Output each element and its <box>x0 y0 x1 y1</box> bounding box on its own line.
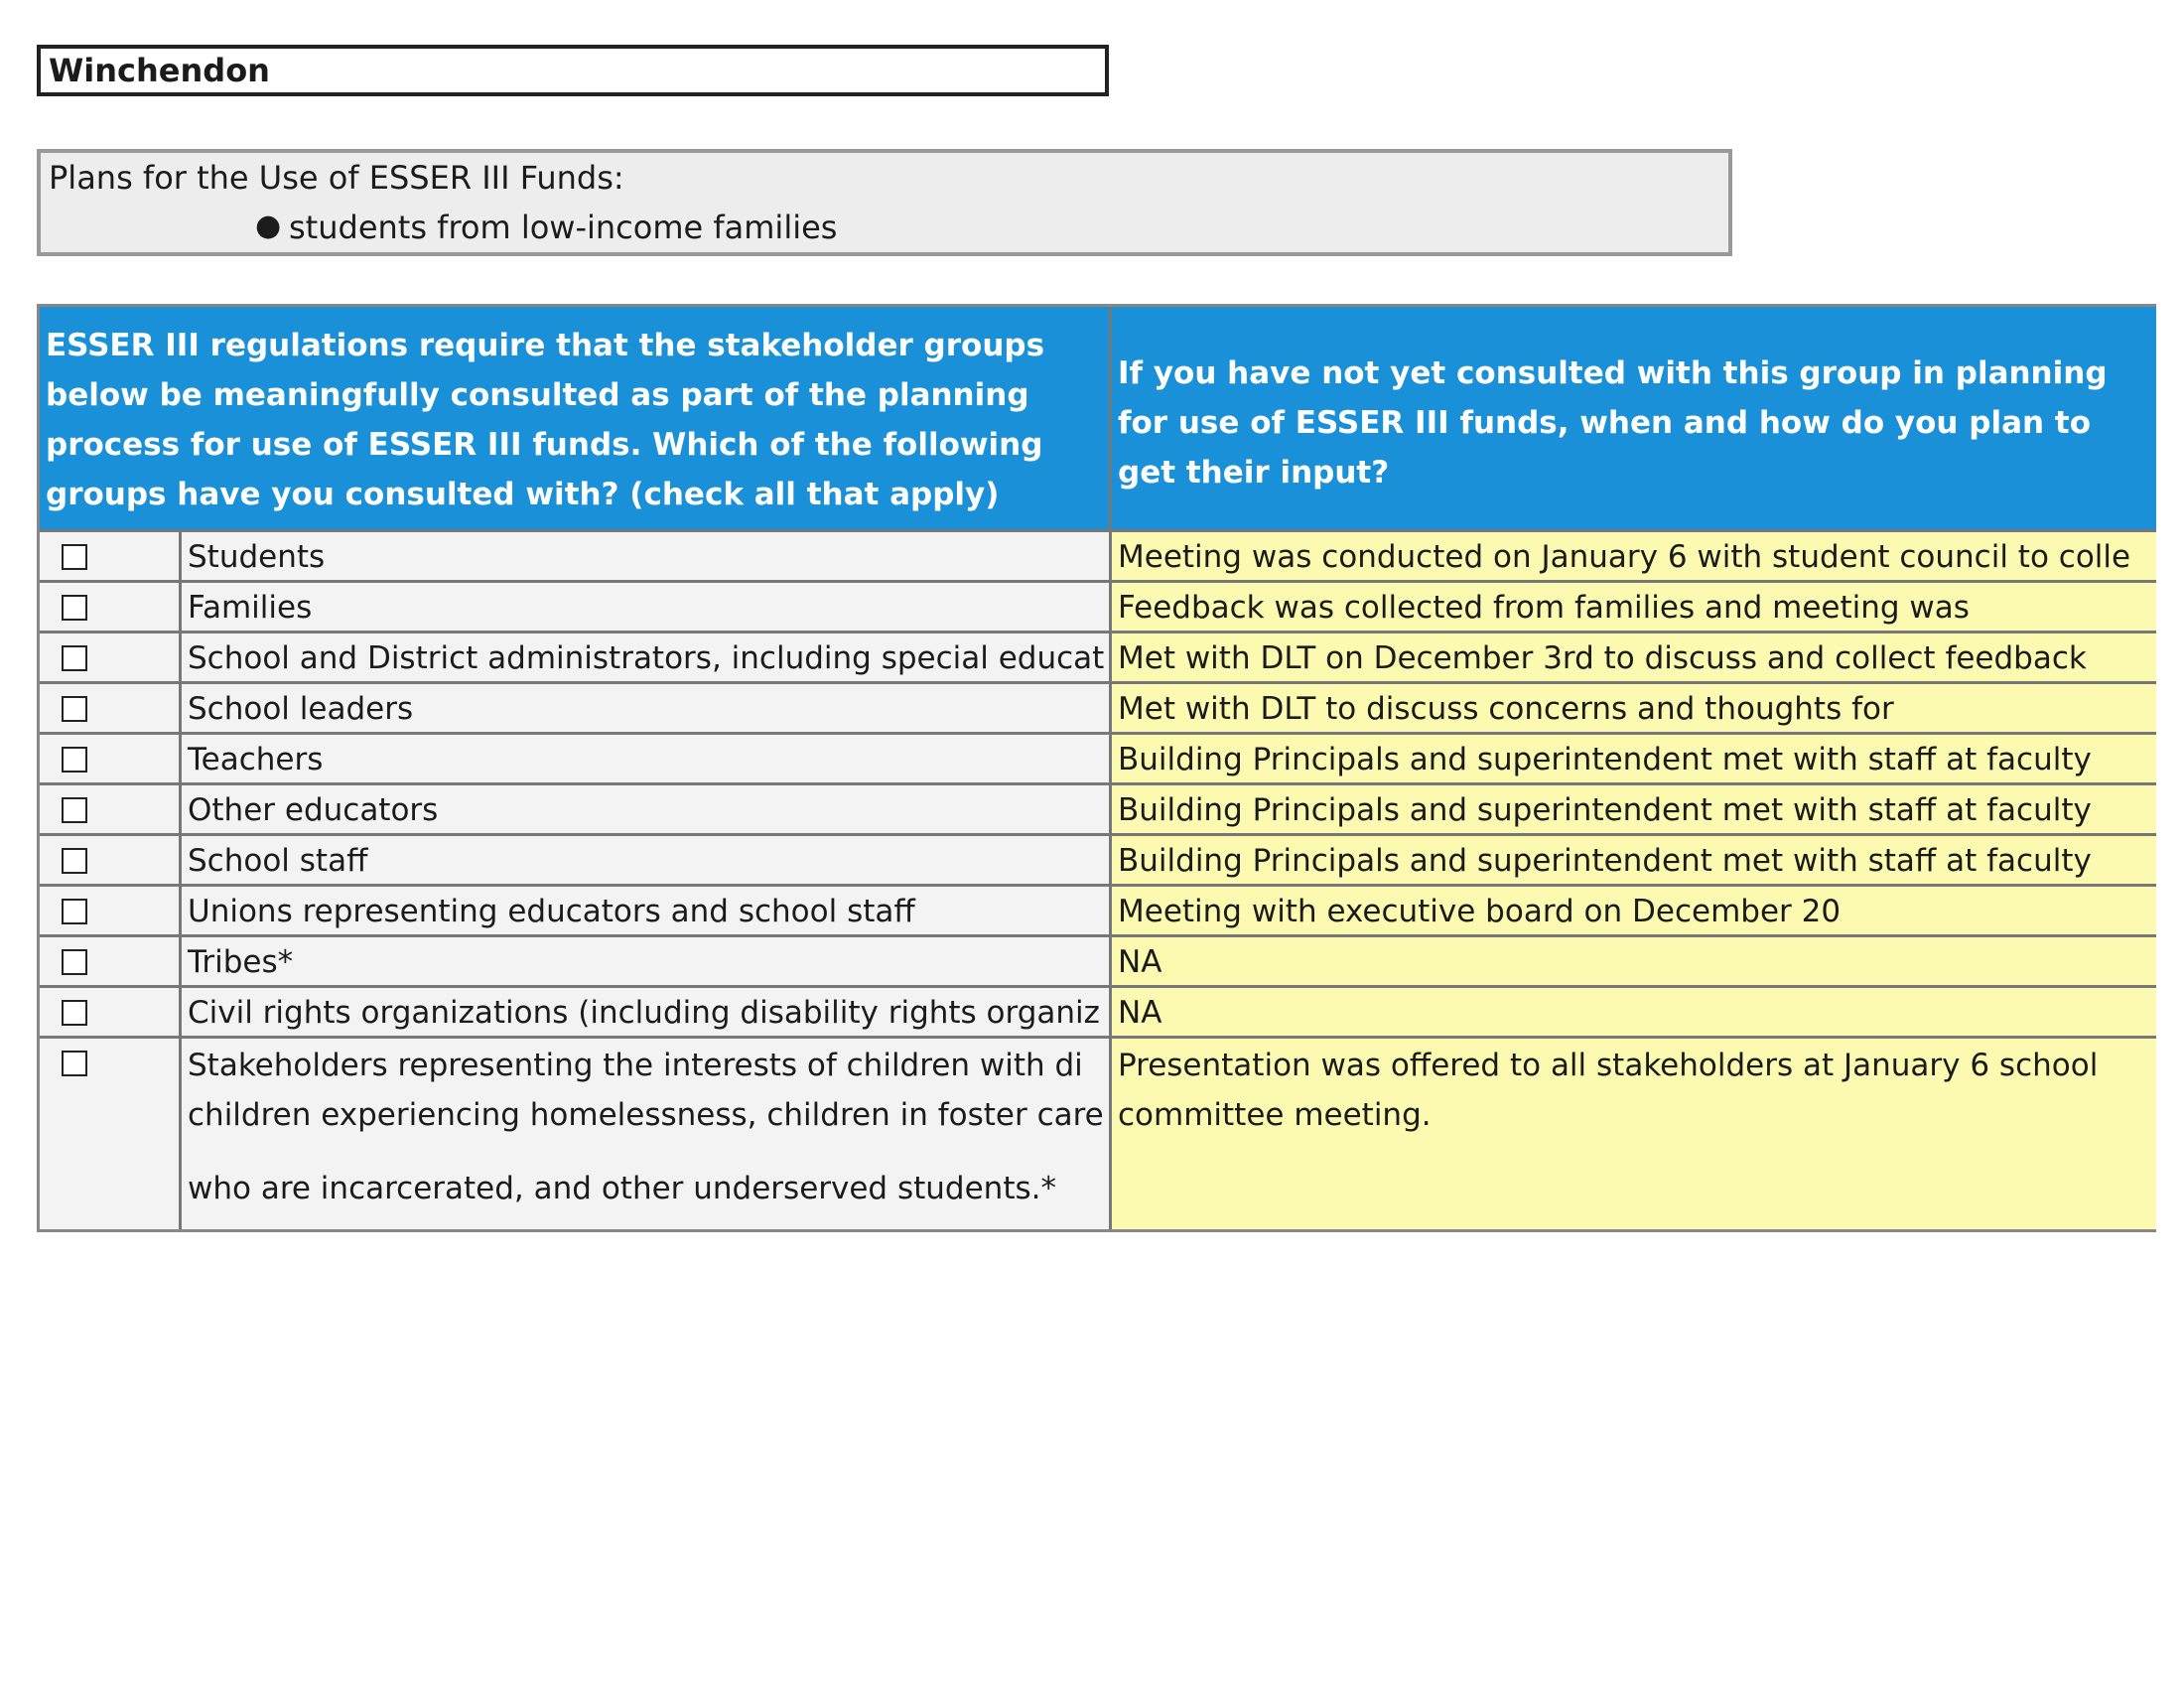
table-row <box>40 631 2156 681</box>
table-row <box>40 529 2156 580</box>
response-line: Presentation was offered to all stakeholders at January 6 school <box>1118 1048 2099 1083</box>
checkbox[interactable] <box>62 899 87 924</box>
plans-panel <box>37 149 1732 256</box>
checkbox[interactable] <box>62 645 87 671</box>
checkbox[interactable] <box>62 696 87 722</box>
checkbox[interactable] <box>62 797 87 823</box>
stakeholder-label: School leaders <box>182 684 1112 732</box>
stakeholder-label: Teachers <box>182 735 1112 782</box>
table-row <box>40 580 2156 631</box>
checkbox[interactable] <box>62 1000 87 1026</box>
stakeholder-label: Tribes* <box>182 937 1112 985</box>
checkbox[interactable] <box>62 1051 87 1076</box>
checkbox[interactable] <box>62 544 87 570</box>
table-row <box>40 681 2156 732</box>
stakeholder-table <box>37 304 2156 1232</box>
plans-item-text: students from low-income families <box>289 209 838 246</box>
header-stakeholder-question: ESSER III regulations require that the stakeholder groups below be meaningfully consulted as part of the planning process for use of ESSER III funds. Which of the following groups have you consulted with? (check all that apply) <box>40 307 1112 529</box>
table-row <box>40 884 2156 934</box>
checkbox[interactable] <box>62 595 87 621</box>
table-row <box>40 934 2156 985</box>
response-field[interactable]: NA <box>1112 937 2156 985</box>
label-line: Stakeholders representing the interests of children with di <box>188 1048 1083 1083</box>
checkbox[interactable] <box>62 949 87 975</box>
district-name: Winchendon <box>37 45 1109 96</box>
response-field[interactable]: Meeting was conducted on January 6 with student council to colle <box>1112 532 2156 580</box>
stakeholder-label <box>182 1039 1112 1229</box>
response-field[interactable] <box>1112 1039 2156 1229</box>
stakeholder-label: Civil rights organizations (including disability rights organiz <box>182 988 1112 1036</box>
label-line: children experiencing homelessness, children in foster care <box>188 1097 1104 1133</box>
response-line: committee meeting. <box>1118 1097 1432 1133</box>
response-field[interactable]: NA <box>1112 988 2156 1036</box>
label-line: who are incarcerated, and other underserved students.* <box>188 1171 1056 1206</box>
plans-title: Plans for the Use of ESSER III Funds: <box>49 159 624 197</box>
response-field[interactable]: Building Principals and superintendent met with staff at faculty <box>1112 785 2156 833</box>
response-field[interactable]: Meeting with executive board on December 20 <box>1112 887 2156 934</box>
stakeholder-label: School and District administrators, including special educat <box>182 633 1112 681</box>
table-row <box>40 782 2156 833</box>
response-field[interactable]: Building Principals and superintendent met with staff at faculty <box>1112 735 2156 782</box>
response-field[interactable]: Feedback was collected from families and meeting was <box>1112 583 2156 631</box>
checkbox[interactable] <box>62 848 87 874</box>
table-row <box>40 833 2156 884</box>
table-row <box>40 985 2156 1036</box>
stakeholder-label: Unions representing educators and school staff <box>182 887 1112 934</box>
response-field[interactable]: Building Principals and superintendent met with staff at faculty <box>1112 836 2156 884</box>
stakeholder-label: Families <box>182 583 1112 631</box>
table-row <box>40 1036 2156 1229</box>
table-row <box>40 732 2156 782</box>
stakeholder-label: Students <box>182 532 1112 580</box>
stakeholder-label: School staff <box>182 836 1112 884</box>
header-plan-question: If you have not yet consulted with this group in planning for use of ESSER III funds, when and how do you plan to get their input? <box>1112 307 2156 529</box>
stakeholder-label: Other educators <box>182 785 1112 833</box>
checkbox[interactable] <box>62 747 87 773</box>
response-field[interactable]: Met with DLT to discuss concerns and thoughts for <box>1112 684 2156 732</box>
bullet-icon: ● <box>255 209 282 243</box>
plans-list-item <box>255 209 838 246</box>
response-field[interactable]: Met with DLT on December 3rd to discuss and collect feedback <box>1112 633 2156 681</box>
